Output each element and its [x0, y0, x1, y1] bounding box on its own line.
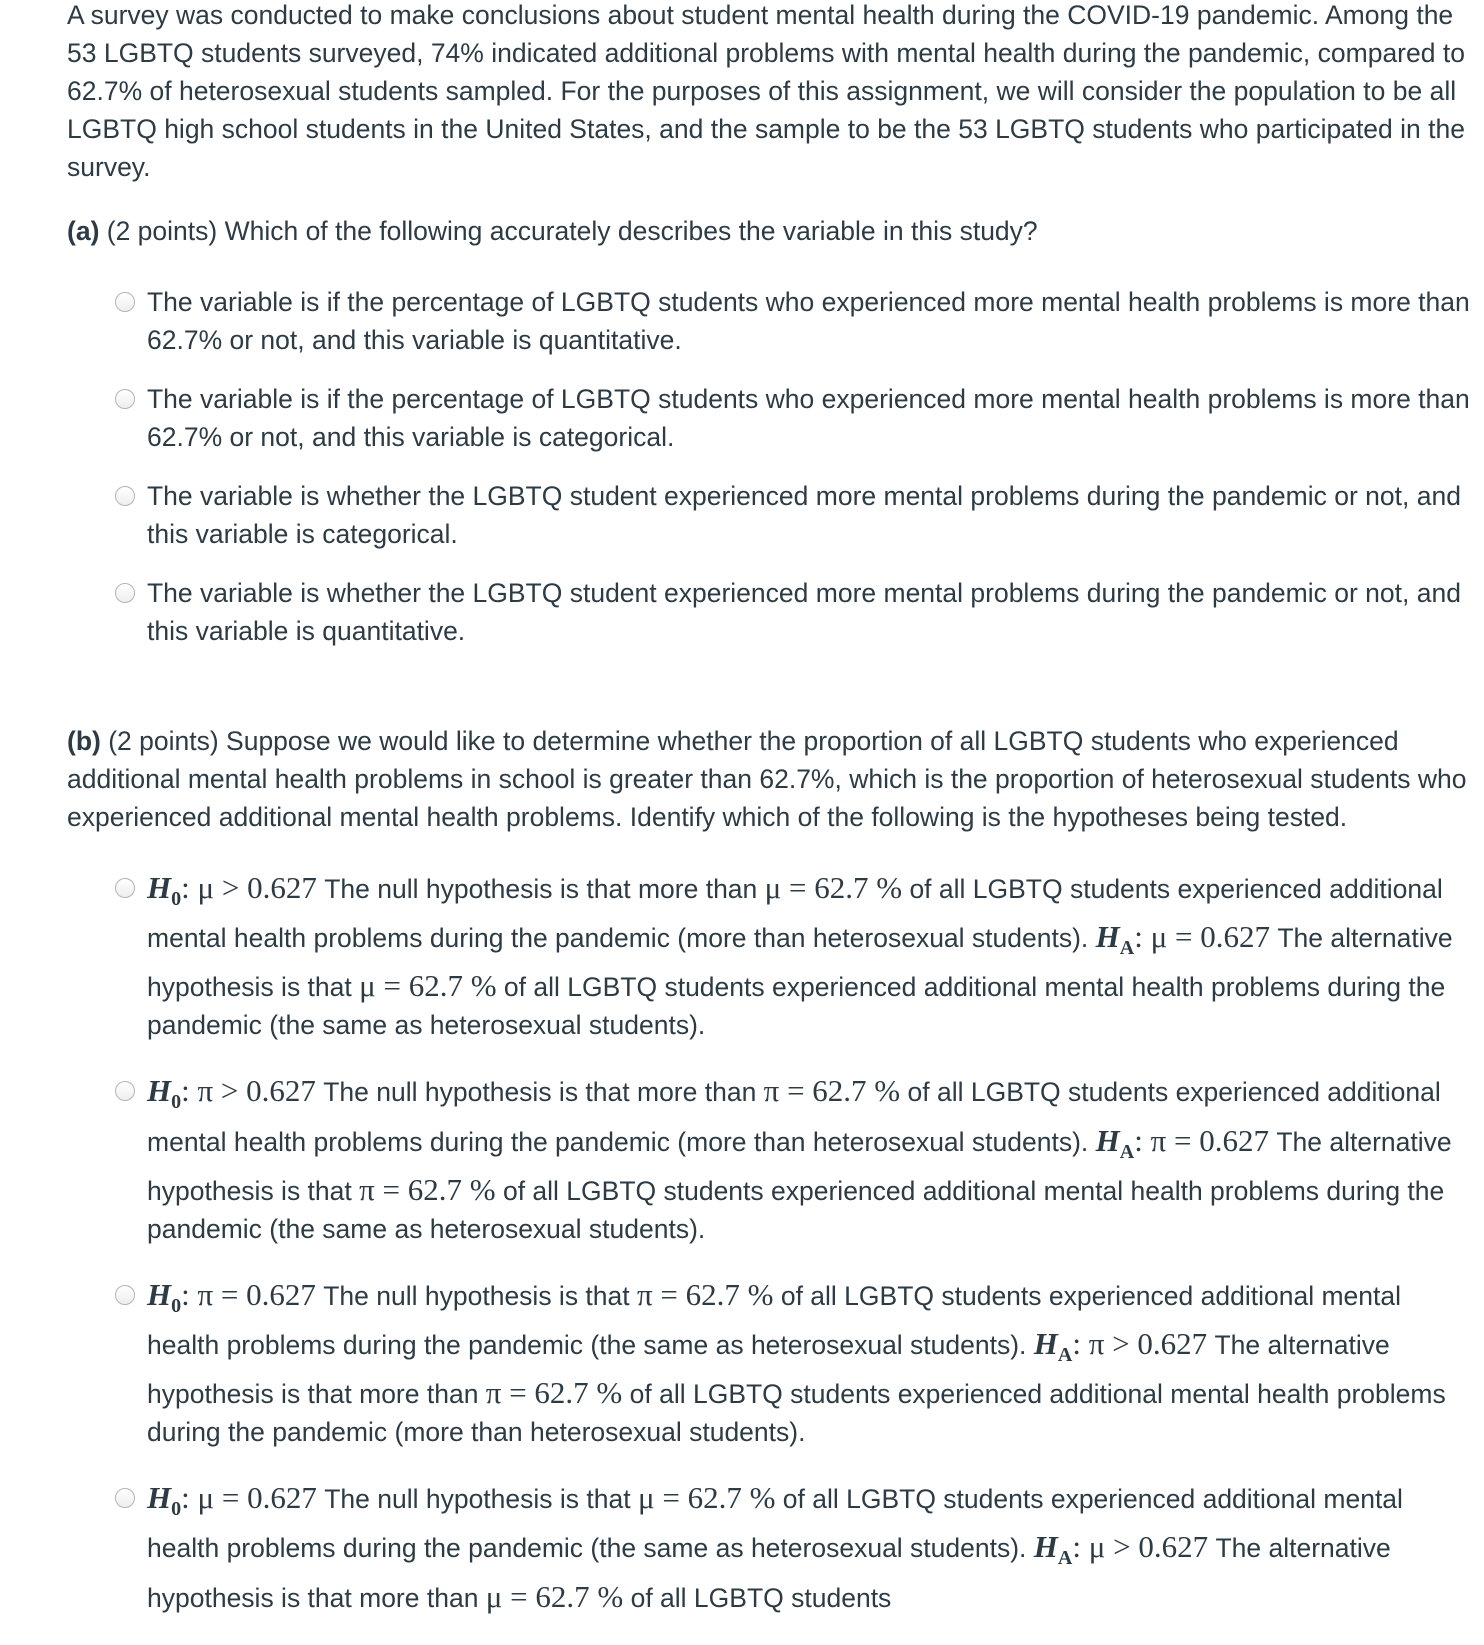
radio-button[interactable] — [115, 1081, 135, 1101]
part-b-options — [115, 869, 1479, 1617]
option-text: of all LGBTQ students experienced additional mental health problems during the pandemic (the same as heterosexual students). — [147, 1280, 1401, 1360]
option-label: The variable is if the percentage of LGBTQ students who experienced more mental health problems is more than 62.7% or not, and this variable is categorical. — [147, 384, 1470, 452]
math-expression — [486, 1579, 623, 1614]
intro-paragraph: A survey was conducted to make conclusions about student mental health during the COVID-19 pandemic. Among the 53 LGBTQ students surveyed, 74% indicated additional problems with mental health during the pandemic, compared to 62.7% of heterosexual students sampled. For the purposes of this assignment, we will consider the population to be all LGBTQ high school students in the United States, and the sample to be the 53 LGBTQ students who participated in the survey. — [67, 0, 1465, 182]
part-b-option[interactable] — [115, 1479, 1479, 1616]
math-expression — [147, 1073, 316, 1114]
math-formula: : μ > 0.627 — [181, 870, 317, 905]
hypothesis-symbol: $H_A$ — [1033, 1529, 1073, 1570]
option-text: of all LGBTQ students — [623, 1582, 892, 1613]
math-expression — [486, 1375, 622, 1410]
part-b-text: (2 points) Suppose we would like to determine whether the proportion of all LGBTQ students who experienced additional mental health problems in school is greater than 62.7%, which is the proportion of heterosexual students who experienced additional mental health problems. Identify which of the following is the hypotheses being tested. — [67, 726, 1467, 832]
option-text: of all LGBTQ students experienced additional mental health problems during the pandemic (more than heterosexual students). — [147, 1379, 1446, 1448]
part-a-text: (2 points) Which of the following accurately describes the variable in this study? — [99, 216, 1038, 246]
math-formula: : π = 0.627 — [181, 1276, 316, 1312]
math-formula: : μ = 0.627 — [1134, 919, 1270, 955]
radio-button[interactable] — [115, 1285, 135, 1305]
radio-button[interactable] — [115, 1488, 135, 1508]
math-expression — [359, 1172, 495, 1207]
math-expression — [637, 1277, 773, 1312]
math-expression — [147, 1480, 317, 1521]
part-a-option[interactable] — [115, 477, 1479, 553]
option-text: The null hypothesis is that — [316, 1484, 638, 1515]
math-expression — [1095, 1122, 1269, 1163]
math-formula: μ = 62.7 % — [637, 1480, 776, 1516]
hypothesis-subscript: 0 — [171, 1091, 182, 1114]
part-a-option[interactable] — [115, 283, 1479, 359]
part-a-options — [115, 283, 1479, 650]
hypothesis-subscript: A — [1119, 937, 1135, 960]
option-text: of all LGBTQ students experienced additional mental health problems during the pandemic (the same as heterosexual students). — [147, 972, 1446, 1041]
math-expression — [1095, 919, 1270, 960]
math-expression — [638, 1480, 775, 1515]
option-text: of all LGBTQ students experienced additional mental health problems during the pandemic (the same as heterosexual students). — [147, 1484, 1403, 1564]
math-expression — [1033, 1325, 1208, 1367]
option-text: The alternative hypothesis is that more than — [147, 1329, 1390, 1410]
hypothesis-subscript: A — [1119, 1140, 1135, 1163]
math-formula: π = 62.7 % — [485, 1375, 623, 1411]
option-text: The alternative hypothesis is that more than — [147, 1533, 1391, 1613]
math-formula: π = 62.7 % — [637, 1276, 774, 1312]
hypothesis-symbol: $H_0$ — [147, 1073, 182, 1114]
hypothesis-symbol: $H_0$ — [147, 1480, 182, 1521]
part-b-prompt — [67, 722, 1479, 836]
hypothesis-symbol: $H_0$ — [147, 1276, 182, 1317]
math-formula: : π > 0.627 — [1072, 1325, 1208, 1361]
part-a-label: (a) — [67, 216, 100, 246]
math-formula: : π = 0.627 — [1134, 1122, 1269, 1158]
part-a-option[interactable] — [115, 574, 1479, 650]
math-formula: μ = 62.7 % — [485, 1578, 624, 1614]
hypothesis-symbol: $H_0$ — [147, 870, 182, 911]
radio-button[interactable] — [115, 583, 135, 603]
math-expression — [359, 968, 496, 1003]
math-expression — [147, 1276, 316, 1317]
option-text: The alternative hypothesis is that — [147, 1126, 1452, 1206]
math-formula: μ = 62.7 % — [359, 968, 497, 1004]
option-text: The null hypothesis is that more than — [315, 1077, 764, 1108]
part-b-label: (b) — [67, 726, 101, 756]
option-text: of all LGBTQ students experienced additional mental health problems during the pandemic (more than heterosexual students). — [147, 1077, 1441, 1157]
part-b-option[interactable] — [115, 869, 1479, 1044]
option-text: The alternative hypothesis is that — [147, 923, 1453, 1003]
question-content — [67, 0, 1479, 1645]
hypothesis-symbol: $H_A$ — [1095, 919, 1135, 960]
math-formula: : μ > 0.627 — [1072, 1529, 1209, 1565]
math-formula: μ = 62.7 % — [764, 870, 903, 905]
math-formula: : π > 0.627 — [181, 1073, 316, 1109]
hypothesis-subscript: 0 — [171, 1498, 182, 1521]
math-formula: π = 62.7 % — [359, 1171, 496, 1207]
option-text: The null hypothesis is that more than — [316, 874, 765, 904]
part-b-option[interactable] — [115, 1072, 1479, 1247]
radio-button[interactable] — [115, 389, 135, 409]
hypothesis-subscript: A — [1057, 1344, 1073, 1367]
radio-button[interactable] — [115, 878, 135, 898]
part-b-option[interactable] — [115, 1276, 1479, 1451]
hypothesis-subscript: A — [1057, 1547, 1073, 1570]
hypothesis-subscript: 0 — [171, 1294, 182, 1317]
math-expression — [147, 870, 317, 911]
option-text: of all LGBTQ students experienced additional mental health problems during the pandemic (the same as heterosexual students). — [147, 1175, 1445, 1244]
option-label: The variable is whether the LGBTQ student experienced more mental problems during the pandemic or not, and this variable is quantitative. — [147, 578, 1461, 646]
math-expression — [1033, 1529, 1209, 1570]
option-text: of all LGBTQ students experienced additional mental health problems during the pandemic (more than heterosexual students). — [147, 874, 1443, 954]
math-expression — [764, 1073, 900, 1108]
hypothesis-subscript: 0 — [171, 888, 182, 911]
math-formula: : μ = 0.627 — [181, 1480, 317, 1516]
option-text: The null hypothesis is that — [315, 1280, 637, 1311]
hypothesis-symbol: $H_A$ — [1095, 1122, 1135, 1163]
hypothesis-symbol: $H_A$ — [1033, 1325, 1073, 1367]
option-label: The variable is whether the LGBTQ student experienced more mental problems during the pandemic or not, and this variable is categorical. — [147, 481, 1461, 549]
radio-button[interactable] — [115, 292, 135, 312]
part-a-prompt — [67, 212, 1479, 250]
math-expression — [765, 870, 902, 905]
part-a-option[interactable] — [115, 380, 1479, 456]
radio-button[interactable] — [115, 486, 135, 506]
math-formula: π = 62.7 % — [763, 1073, 901, 1109]
option-label: The variable is if the percentage of LGBTQ students who experienced more mental health problems is more than 62.7% or not, and this variable is quantitative. — [147, 287, 1470, 355]
